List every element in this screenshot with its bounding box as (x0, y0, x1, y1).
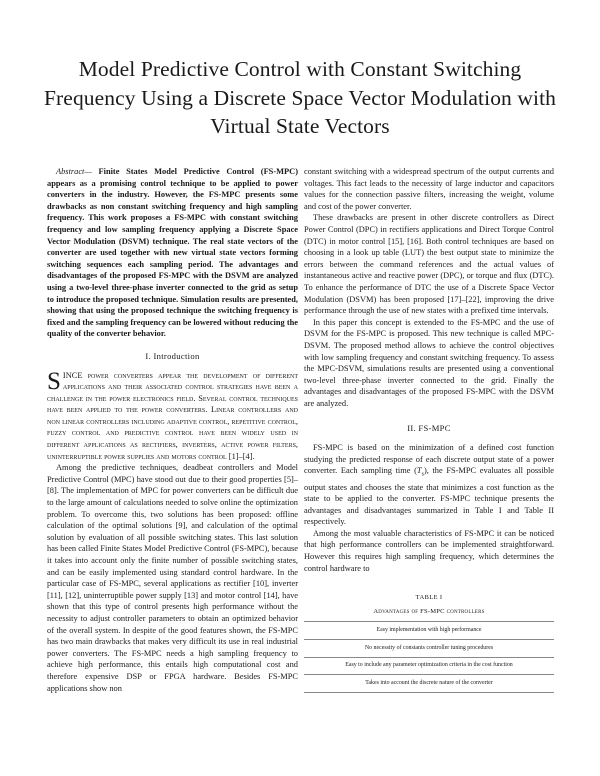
table-subtitle: Advantages of FS-MPC controllers (373, 607, 485, 615)
table-row (304, 622, 554, 640)
ts-subscript: s (421, 471, 424, 478)
intro-paragraph-1-text: INCE power converters appear the development of different applications and their associated control strategies have been a challenge in the power electronics field. Several control techniques have been applied to the power converters. Linear controllers and non linear controllers including adaptive control, repetitive control, fuzzy control and predictive control have been widely used in different applications as rectifiers, inverters, active power filters, uninterruptible power supplies and motors control [1]–[4]. (47, 370, 298, 461)
table-cell: Easy to include any parameter optimization criteria in the cost function (304, 657, 554, 675)
advantages-table (304, 621, 554, 692)
table-caption: TABLE I (415, 594, 443, 602)
section-heading-fs-mpc: II. FS-MPC (407, 423, 451, 434)
fsmpc-p1-part-a: FS-MPC is based on the minimization of a defined cost function studying the predicted response of each discrete output state of a power converter. Each sampling time ( (304, 443, 554, 476)
fsmpc-paragraph-2: Among the most valuable characteristics of FS-MPC it can be noticed that high performance controllers can be implemented straightforward. However this requires high sampling frequency, which determines the control hardware to (304, 528, 554, 573)
table-cell: Takes into account the discrete nature of the converter (304, 675, 554, 693)
fsmpc-p1-part-b: ), the FS-MPC evaluates all possible output states and chooses the state that minimizes a cost function as the state to be applied to the converter. FS-MPC technique presents the advantages and disadvantages summarized in Table I and Table II respectively. (304, 466, 555, 527)
drop-cap: S (47, 367, 61, 395)
abstract-label: Abstract (56, 167, 85, 176)
paper-title: Model Predictive Control with Constant Switching Frequency Using a Discrete Space Vector Modulation with Virtual State Vectors (43, 57, 557, 138)
intro-paragraph-2: Among the predictive techniques, deadbeat controllers and Model Predictive Control (MPC) have stood out due to their good properties [5]–[8]. The implementation of MPC for power converters can be difficult due to the large amount of calculations needed to solve online the optimization problem. To overcome this, two solutions has been proposed: offline calculation of the optimal solutions [9], and calculation of the optimal solution by evaluation of all possible switching states. This last solution has been called Finite States Model Predictive Control (FS-MPC), because it takes into account only the finite number of possible switching states, and can be easily implemented using standard control hardware. In the particular case of FS-MPC, several applications as rectifier [10], inverter [11], [12], uninterruptible power supply [13] and motor control [14], have shown that this type of control presents high performance without the necessity to adjust controller parameters to obtain an optimized behavior of the overall system. In despite of the good features shown, the FS-MPC has two main drawbacks that makes very difficult its use in real industrial power converters. The FS-MPC needs a high sampling frequency to achieve high performance, this entails high computational cost and therefore expensive DSP or FPGA hardware. Besides FS-MPC applications show non (47, 463, 298, 693)
intro-paragraph-3: constant switching with a widespread spectrum of the output currents and voltages. This fact leads to the necessity of large inductor and capacitors values for the connection passive filters, increasing the weight, volume and cost of the power converter. (304, 167, 554, 211)
fsmpc-paragraph-1 (304, 442, 554, 528)
table-cell: Easy implementation with high performance (304, 622, 554, 640)
intro-paragraph-4: These drawbacks are present in other discrete controllers as Direct Power Control (DPC) in rectifiers applications and Direct Torque Control (DTC) in motor control [15], [16]. Both control techniques are based on choosing in a look up table (LUT) the best output state to minimize the errors between the command references and the actual values of instantaneous active and reactive power (DPC), or torque and flux (DTC). To enhance the performance of DTC the use of a Discrete Space Vector Modulation (DSVM) has been proposed [17]–[22], improving the drive performance through the use of new states with a prefixed time intervals. (304, 213, 554, 316)
intro-paragraph-1 (47, 367, 298, 463)
abstract: Abstract— Finite States Model Predictive Control (FS-MPC) appears as a promising control technique to be applied to power converters in the industry. However, the FS-MPC presents some drawbacks as non constant switching frequency and high sampling frequency. This work proposes a FS-MPC with constant switching frequency and low sampling frequency applying a Discrete Space Vector Modulation (DSVM) technique. The real state vectors of the converter are used together with new virtual state vectors forming switching sequences each sampling period. The advantages and disadvantages of the proposed FS-MPC with the DSVM are analyzed using a two-level three-phase inverter connected to the grid as setup to introduce the proposed technique. Simulation results are presented, showing that using the proposed technique the switching frequency is fixed and the sampling frequency can be lowered without reducing the quality of the converter behavior. (47, 167, 298, 339)
table-row (304, 640, 554, 658)
table-row (304, 675, 554, 693)
intro-paragraph-5: In this paper this concept is extended to the FS-MPC and the use of DSVM for the FS-MPC is proposed. This new technique is called MPC-DSVM. The proposed method allows to achieve the control objectives with low sampling frequency and constant switching frequency. To assess the MPC-DSVM, simulations results are presented using a conventional two-level three-phase inverter connected to the grid. Finally the advantages and disadvantages of the proposed FS-MPC with the DSVM are analyzed. (304, 317, 554, 408)
left-column (47, 166, 298, 694)
ts-symbol: T (416, 466, 422, 476)
section-heading-introduction: I. Introduction (145, 350, 200, 361)
table-cell: No necessity of constants controller tuning procedures (304, 640, 554, 658)
table-row (304, 657, 554, 675)
right-column (304, 166, 554, 693)
abstract-text: Finite States Model Predictive Control (FS-MPC) appears as a promising control technique to be applied to power converters in the industry. However, the FS-MPC presents some drawbacks as non constant switching frequency and high sampling frequency. This work proposes a FS-MPC with constant switching frequency and low sampling frequency applying a Discrete Space Vector Modulation (DSVM) technique. The real state vectors of the converter are used together with new virtual state vectors forming switching sequences each sampling period. The advantages and disadvantages of the proposed FS-MPC with the DSVM are analyzed using a two-level three-phase inverter connected to the grid as setup to introduce the proposed technique. Simulation results are presented, showing that using the proposed technique the switching frequency is fixed and the sampling frequency can be lowered without reducing the quality of the converter behavior. (47, 167, 298, 339)
